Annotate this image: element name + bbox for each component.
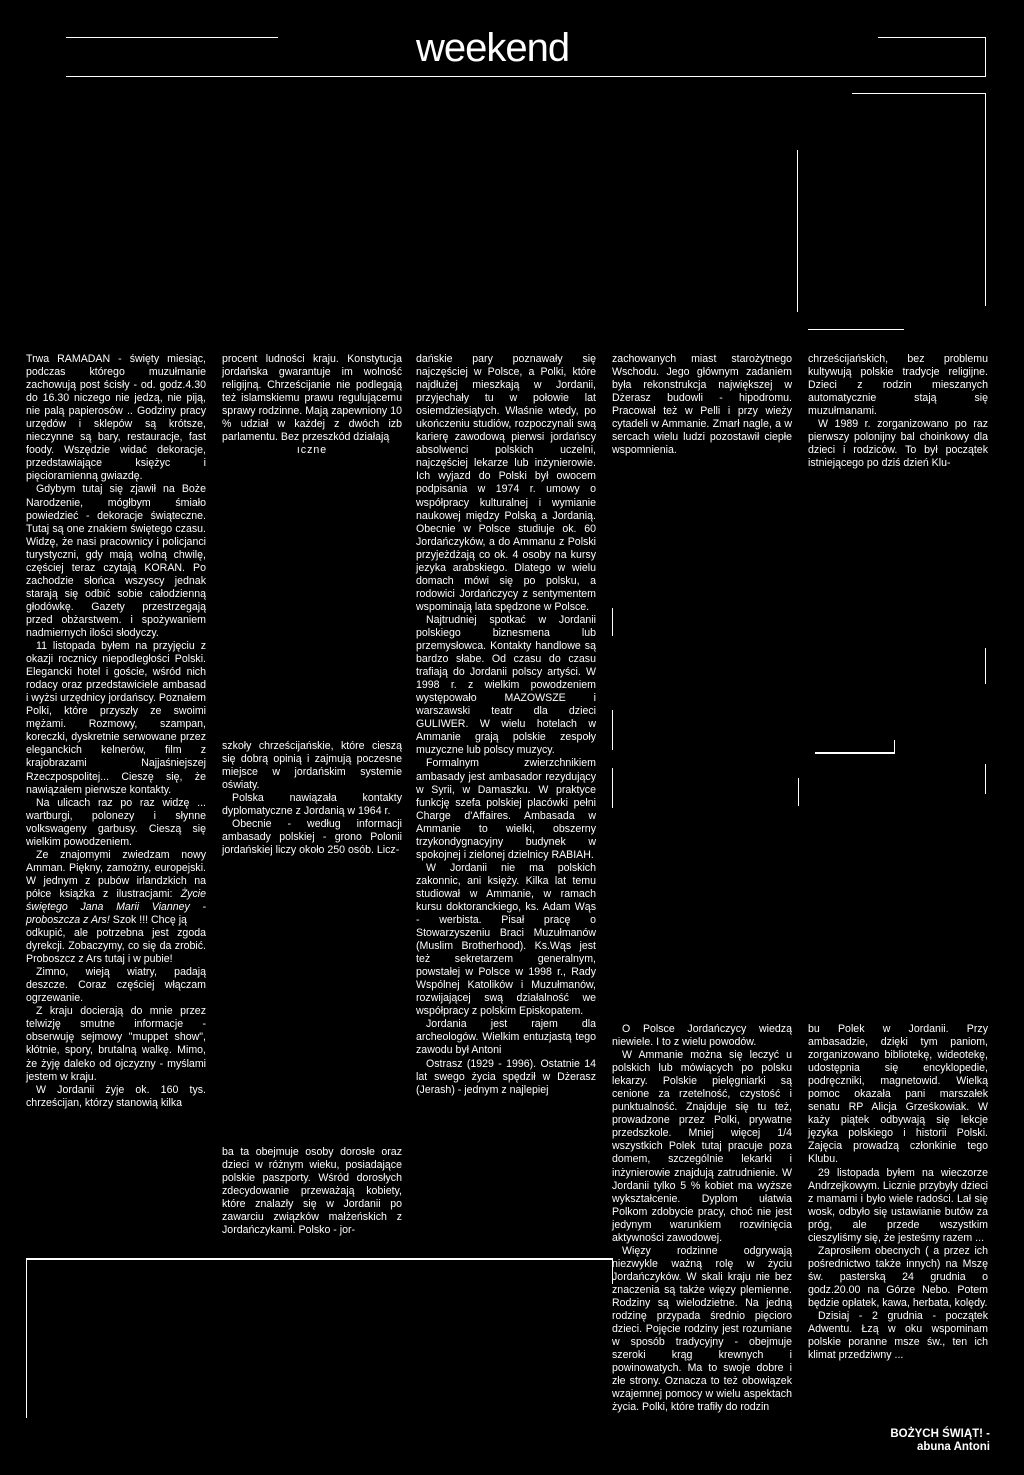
- photo-frame-right: [985, 93, 986, 306]
- paragraph: Na ulicach raz po raz widzę ... wartburgi, polonezy i słynne volkswageny garbusy. Cieszą się wielkim powodzeniem.: [26, 796, 206, 848]
- article-column-5-bottom: [808, 1023, 988, 1362]
- article-column-1: [26, 353, 206, 1110]
- article-column-5-top: [808, 353, 988, 470]
- paragraph: szkoły chrześcijańskie, które cieszą się dobrą opinią i zajmują poczesne miejsce w jordańskim systemie oświaty.: [222, 740, 402, 792]
- signoff-greeting: BOŻYCH ŚWIĄT! -: [890, 1428, 990, 1440]
- mid-rule-b: [985, 648, 986, 684]
- mid-rule-c: [612, 710, 613, 750]
- paragraph: Obecnie - według informacji ambasady polskiej - grono Polonii jordańskiej liczy około 250 osób. Licz-: [222, 818, 402, 857]
- paragraph: W 1989 r. zorganizowano po raz pierwszy polonijny bal choinkowy dla dzieci i rodziców. To był początek istniejącego po dziś dzień Klu-: [808, 418, 988, 470]
- signoff: [830, 1428, 990, 1454]
- mid-rule-h: [798, 778, 799, 806]
- article-column-2-top: [222, 353, 402, 457]
- paragraph: Polska nawiązała kontakty dyplomatyczne z Jordanią w 1964 r.: [222, 792, 402, 818]
- book-title: Życie świętego Jana Marii Vianney - proboszcza z Ars!: [26, 887, 206, 927]
- paragraph: Gdybym tutaj się zjawił na Boże Narodzenie, mógłbym śmiało powiedzieć - dekoracje świąteczne. Tutaj są one znakiem świętego czasu. Widzę, że nasi pracownicy i policjanci turystyczni, gdy mają wolną chwilę, częściej teraz czytają KORAN. Po zachodzie słońca wszyscy jednak starają się odbić sobie całodzienną głodówkę. Gazety przestrzegają przed obżarstwem. i spożywaniem nadmiernych ilości słodyczy.: [26, 483, 206, 639]
- paragraph: procent ludności kraju. Konstytucja jordańska gwarantuje im wolność religijną. Chrześcijanie nie podlegają też islamskiemu prawu regulującemu sprawy rodzinne. Mają zapewniony 10 % udział w każdej z dwóch izb parlamentu. Bez przeszkód działają: [222, 353, 402, 444]
- mid-rule-e: [894, 740, 895, 754]
- paragraph: chrześcijańskich, bez problemu kultywują polskie tradycje religijne. Dzieci z rodzin mieszanych automatycznie stają się muzułmanami.: [808, 353, 988, 418]
- photo-frame-left: [797, 150, 798, 312]
- paragraph: Zimno, wieją wiatry, padają deszcze. Coraz częściej włączam ogrzewanie.: [26, 966, 206, 1005]
- paragraph: bu Polek w Jordanii. Przy ambasadzie, dzięki tym paniom, zorganizowano bibliotekę, wideotekę, udostępnia się encyklopedie, podręczniki, magnetowid. Wielką pomoc okazała pani marszałek senatu RP Alicja Grześkowiak. W każy piątek odbywają się lekcje języka polskiego i historii Polski. Zajęcia prowadzą członkinie tego Klubu.: [808, 1023, 988, 1166]
- photo-frame-bottom: [808, 329, 904, 330]
- article-column-3: [416, 353, 596, 1097]
- paragraph: Zaprosiłem obecnych ( a przez ich pośrednictwo także innych) na Mszę św. pasterską 24 grudnia o godz.20.00 na Górze Nebo. Potem będzie opłatek, kawa, herbata, kolędy.: [808, 1244, 988, 1309]
- article-column-4-bottom: [612, 1023, 792, 1414]
- header-rule-right-top: [878, 37, 986, 38]
- paragraph-text: Ze znajomymi zwiedzam nowy Amman. Piękny, zamożny, europejski. W jednym z pubów irlandzkich na półce książka z ilustracjami:: [26, 848, 206, 900]
- mid-rule-d: [815, 752, 895, 754]
- paragraph: Trwa RAMADAN - święty miesiąc, podczas którego muzułmanie zachowują post ścisły - od. godz.4.30 do 16.30 niczego nie jedzą, nie piją, nie palą papierosów .. Godziny pracy urzędów i sklepów są krótsze, nieczynne są bary, restauracje, fast foody. Wszędzie widać dekoracje, przedstawiające księżyc i pięcioramienną gwiazdę.: [26, 353, 206, 483]
- paragraph: [26, 849, 206, 927]
- paragraph: Formalnym zwierzchnikiem ambasady jest ambasador rezydujący w Syrii, w Damaszku. W praktyce funkcję szefa polskiej placówki pełni Charge d'Affaires. Ambasada w Ammanie to wielki, obszerny trzykondygnacyjny budynek w spokojnej i zielonej dzielnicy RABIAH.: [416, 757, 596, 861]
- bottom-rule-left-vertical: [26, 1258, 27, 1418]
- article-column-4-top: [612, 353, 792, 457]
- paragraph: Ostrasz (1929 - 1996). Ostatnie 14 lat swego życia spędził w Dżerasz (Jerash) - jednym z najlepiej: [416, 1057, 596, 1096]
- paragraph: Z kraju docierają do mnie przez telwizję smutne informacje - obserwuję sejmowy "muppet show", kłótnie, spory, brutalną walkę. Mimo, że żyję daleko od ojczyzny - myślami jestem w kraju.: [26, 1005, 206, 1083]
- paragraph: W Jordanii nie ma polskich zakonnic, ani księży. Kilka lat temu studiował w Ammanie, w ramach kursu doktoranckiego, ks. Adam Wąs - werbista. Pisał pracę o Stowarzyszeniu Braci Muzułmanów (Muslim Brotherhood). Ks.Wąs jest też sekretarzem generalnym, powstałej w Polsce w 1998 r., Rady Wspólnej Katolików i Muzułmanów, rozwijającej swą działalność we współpracy z polskim Episkopatem.: [416, 861, 596, 1018]
- mid-rule-g: [612, 768, 613, 808]
- header-rule-left-top: [66, 37, 278, 38]
- paragraph: Najtrudniej spotkać w Jordanii polskiego biznesmena lub przemysłowca. Kontakty handlowe są bardzo słabe. Od czasu do czasu trafiają do Jordanii polscy artyści. W 1998 r. z wielkim powodzeniem występowało MAZOWSZE i warszawski teatr dla dzieci GULIWER. W wielu hotelach w Ammanie grają polskie zespoły muzyczne lub polscy muzycy.: [416, 613, 596, 757]
- paragraph: O Polsce Jordańczycy wiedzą niewiele. I to z wielu powodów.: [612, 1023, 792, 1049]
- paragraph: Więzy rodzinne odgrywają niezwykle ważną rolę w życiu Jordańczyków. W skali kraju nie bez znaczenia są także więzy plemienne. Rodziny są wielodzietne. Na jedną rodzinę przypada średnio pięcioro dzieci. Pojęcie rodziny jest rozumiane w sposób tradycyjny - obejmuje szeroki krąg krewnych i powinowatych. Ma to swoje dobre i złe strony. Oznacza to też obowiązek wzajemnej pomocy w wielu aspektach życia. Polki, które trafiły do rodzin: [612, 1244, 792, 1414]
- signoff-author: abuna Antoni: [916, 1441, 990, 1453]
- paragraph: dańskie pary poznawały się najczęściej w Polsce, a Polki, które najdłużej mieszkają w Jordanii, przyjechały tu w połowie lat osiemdziesiątych. Właśnie wtedy, po ukończeniu studiów, rozpoczynali swą karierę zawodową pierwsi jordańscy absolwenci polskich uczelni, najczęściej lekarze lub inżynierowie. Ich wyjazd do Polski był owocem podpisania w 1974 r. umowy o współpracy kulturalnej i wymianie naukowej między Polską a Jordanią. Obecnie w Polsce studiuje ok. 60 Jordańczyków, a do Ammanu z Polski przyjeżdżają co ok. 4 osoby na kursy jezyka arabskiego. Dlatego w wielu domach mówi się po polsku, a rodowici Jordańczycy z sentymentem wspominają lata spędzone w Polsce.: [416, 353, 596, 613]
- paragraph: odkupić, ale potrzebna jest zgoda dyrekcji. Zobaczymy, co się da zrobić. Proboszcz z Ars tutaj i w pubie!: [26, 927, 206, 966]
- masthead-title: weekend: [416, 26, 570, 70]
- photo-frame-top: [852, 93, 986, 94]
- paragraph: 29 listopada byłem na wieczorze Andrzejkowym. Licznie przybyły dzieci z mamami i było wiele radości. Lał się wosk, odbyło się ustawianie butów za próg, ale przede wszystkim cieszyliśmy się, że jesteśmy razem ...: [808, 1166, 988, 1244]
- mid-rule-f: [985, 764, 986, 794]
- paragraph: ba ta obejmuje osoby dorosłe oraz dzieci w różnym wieku, posiadające polskie paszporty. Wśród dorosłych zdecydowanie przeważają kobiety, które znalazły się w Jordanii po zawarciu związków małżeńskich z Jordańczykami. Polsko - jor-: [222, 1146, 402, 1237]
- paragraph: W Ammanie można się leczyć u polskich lub mówiących po polsku lekarzy. Polskie pielęgniarki są cenione za rzetelność, czystość i punktualność. Znajduje się tu też, prowadzone przez Polki, prywatne przedszkole. Mniej więcej 1/4 wszystkich Polek tutaj pracuje poza domem, szczególnie lekarki i inżynierowie znajdują zatrudnienie. W Jordanii tylko 5 % kobiet ma wyższe wykształcenie. Dyplom ułatwia Polkom zdobycie pracy, choć nie jest jedynym warunkiem rozwinięcia aktywności zawodowej.: [612, 1049, 792, 1244]
- mid-rule-a: [612, 608, 613, 636]
- paragraph: Jordania jest rajem dla archeologów. Wielkim entuzjastą tego zawodu był Antoni: [416, 1018, 596, 1057]
- paragraph-text: Szok !!! Chcę ją: [109, 914, 187, 927]
- article-column-2-middle: [222, 740, 402, 857]
- paragraph: W Jordanii żyje ok. 160 tys. chrześcijan, którzy stanowią kilka: [26, 1083, 206, 1109]
- header-rule-bottom: [66, 76, 986, 77]
- bottom-rule-horizontal: [26, 1258, 612, 1260]
- paragraph: zachowanych miast starożytnego Wschodu. Jego głównym zadaniem była rekonstrukcja największej w Dżerasz budowli - hipodromu. Pracował też w Pelli i przy wieży cytadeli w Ammanie. Zmarł nagle, a w sercach wielu ludzi pozostawił ciepłe wspomnienia.: [612, 353, 792, 457]
- paragraph: 11 listopada byłem na przyjęciu z okazji rocznicy niepodległości Polski. Elegancki hotel i goście, wśród nich rodacy oraz przedstawiciele ambasad i wyżsi urzędnicy jordańscy. Poznałem Polki, które przyszły ze swoimi mężami. Rozmowy, szampan, koreczki, dyskretnie serwowane przez eleganckich kelnerów, film z krajobrazami Najjaśniejszej Rzeczpospolitej... Cieszę się, że nawiązałem pierwsze kontakty.: [26, 640, 206, 796]
- paragraph: Dzisiaj - 2 grudnia - początek Adwentu. Łzą w oku wspominam polskie poranne msze św., ten ich klimat przedziwny ...: [808, 1310, 988, 1362]
- header-rule-right-vertical: [985, 37, 986, 77]
- paragraph: ıczne: [296, 444, 328, 457]
- article-column-2-bottom: [222, 1146, 402, 1237]
